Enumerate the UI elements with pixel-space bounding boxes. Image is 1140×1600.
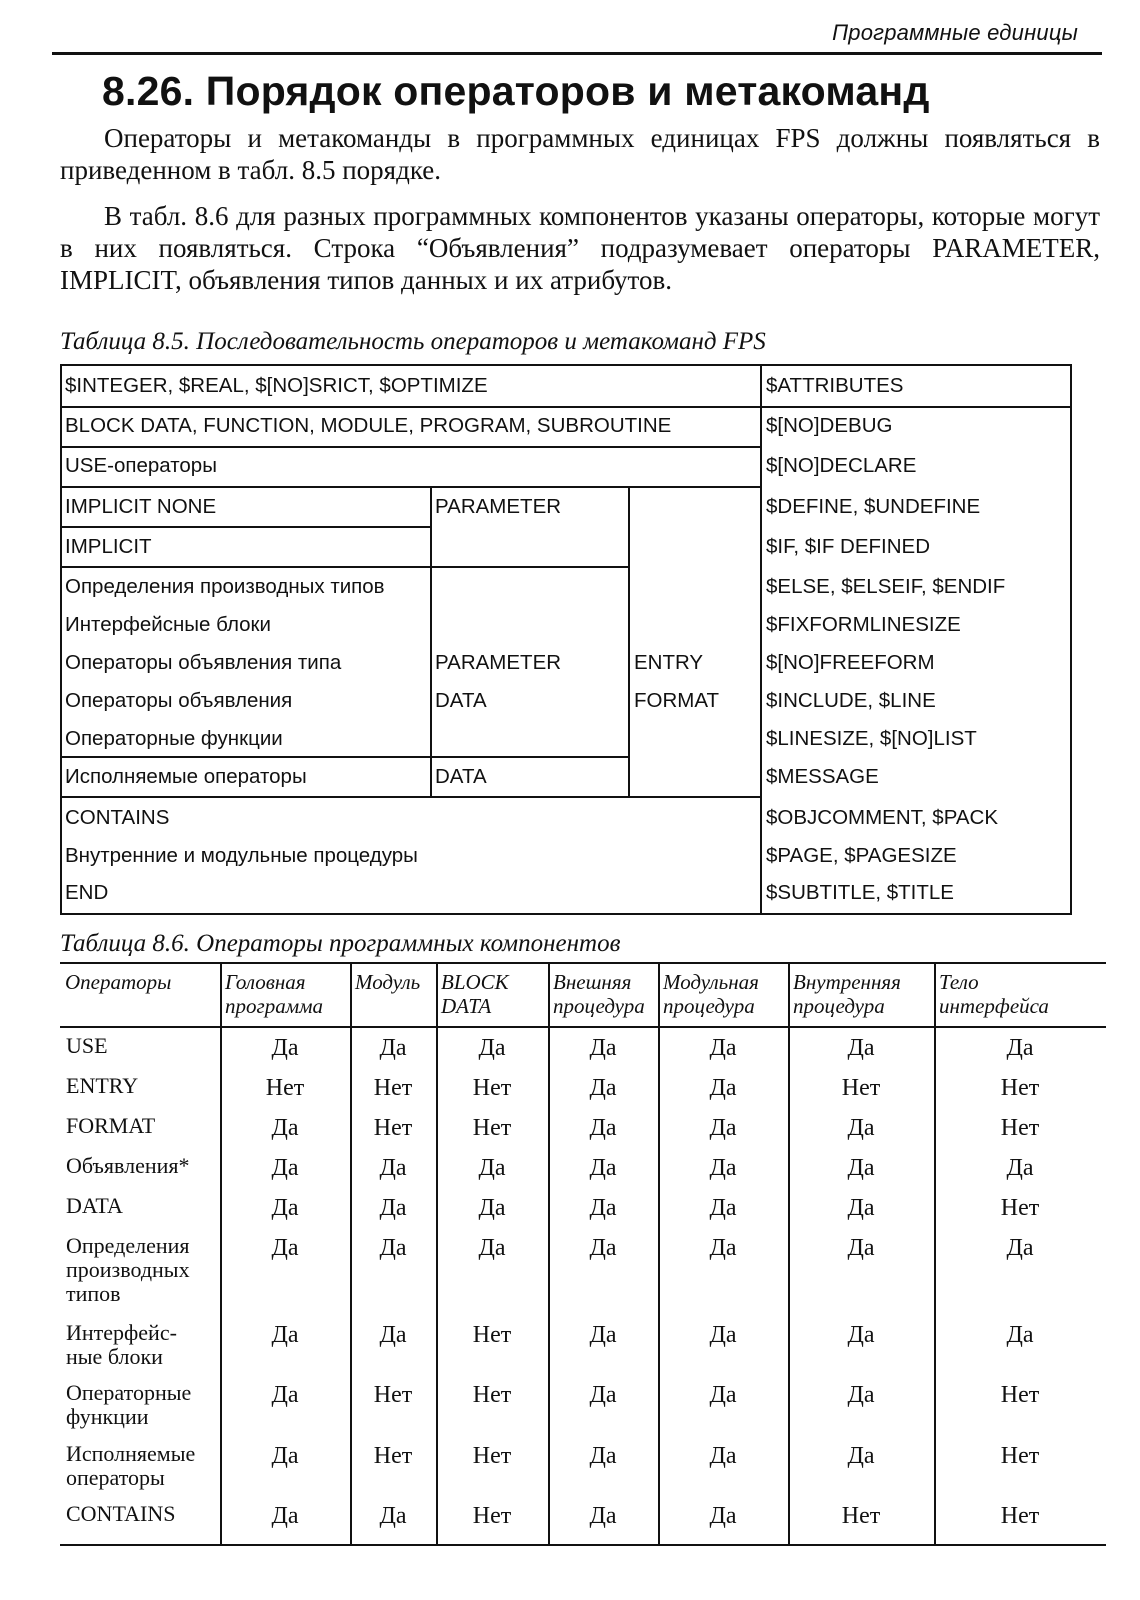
t85-data: DATA	[435, 689, 487, 712]
t86-header-line: Тело	[939, 970, 979, 994]
t85-directive: $MESSAGE	[766, 765, 879, 788]
t85-decl-item: Операторы объявления	[65, 689, 293, 712]
t85-line	[1070, 364, 1072, 915]
t85-internal-procedures: Внутренние и модульные процедуры	[65, 844, 418, 867]
t86-row-label-line: CONTAINS	[66, 1501, 176, 1526]
t86-value-cell: Нет	[1000, 1195, 1040, 1221]
t85-decl-item: Операторы объявления типа	[65, 651, 342, 674]
t86-value-cell: Нет	[472, 1503, 512, 1529]
t86-value-cell: Да	[271, 1503, 299, 1529]
t86-value-cell: Да	[478, 1035, 506, 1061]
t85-line	[60, 756, 630, 758]
t86-value-cell: Нет	[472, 1382, 512, 1408]
t86-value-cell: Да	[589, 1443, 617, 1469]
t86-value-cell: Да	[709, 1115, 737, 1141]
t86-value-cell: Нет	[1000, 1075, 1040, 1101]
t86-top-rule	[60, 962, 1106, 964]
t86-value-cell: Да	[589, 1322, 617, 1348]
t85-parameter: PARAMETER	[435, 651, 562, 674]
t86-value-cell: Да	[271, 1155, 299, 1181]
t86-value-cell: Да	[589, 1235, 617, 1261]
t86-value-cell: Да	[589, 1115, 617, 1141]
t86-value-cell: Да	[589, 1075, 617, 1101]
t86-value-cell: Нет	[472, 1322, 512, 1348]
t86-header-rule	[60, 1026, 1106, 1028]
t86-row-label-line: ENTRY	[66, 1073, 139, 1098]
t86-value-cell: Нет	[841, 1503, 881, 1529]
t86-value-cell: Нет	[472, 1115, 512, 1141]
t86-value-cell: Да	[1006, 1155, 1034, 1181]
t86-row-label-line: Определения	[66, 1233, 190, 1258]
table-8-6	[60, 962, 1106, 1546]
t86-header-line: процедура	[663, 994, 755, 1018]
t86-value-cell: Да	[709, 1075, 737, 1101]
running-head: Программные единицы	[832, 20, 1078, 45]
t85-directive: $ELSE, $ELSEIF, $ENDIF	[766, 575, 1006, 598]
t86-header-line: BLOCK	[441, 970, 509, 994]
t86-row-label-line: Объявления*	[66, 1153, 190, 1178]
t85-decl-item: Операторные функции	[65, 727, 283, 750]
t85-exec: Исполняемые операторы	[65, 765, 307, 788]
t85-use-row: USE-операторы	[65, 454, 217, 477]
t86-header-line: процедура	[553, 994, 645, 1018]
t86-value-cell: Да	[478, 1155, 506, 1181]
t86-row-label	[66, 1034, 216, 1058]
t85-directive: $[NO]DECLARE	[766, 454, 917, 477]
t86-value-cell: Да	[271, 1382, 299, 1408]
t85-parameter: PARAMETER	[435, 495, 562, 518]
t85-directive: $ATTRIBUTES	[766, 374, 904, 397]
t86-row-label	[66, 1074, 216, 1098]
t86-bottom-rule	[60, 1544, 1106, 1546]
t86-row-label-line: ные блоки	[66, 1344, 163, 1369]
t85-directive: $FIXFORMLINESIZE	[766, 613, 961, 636]
t86-value-cell: Да	[478, 1235, 506, 1261]
t86-row-label	[66, 1114, 216, 1138]
t86-row-label	[66, 1442, 216, 1490]
t85-line	[60, 364, 1072, 366]
t86-value-cell: Нет	[373, 1443, 413, 1469]
t86-header-line: Внутренняя	[793, 970, 901, 994]
t86-value-cell: Да	[847, 1382, 875, 1408]
t86-value-cell: Нет	[373, 1382, 413, 1408]
t86-header-cell	[793, 970, 931, 1018]
t86-value-cell: Да	[589, 1503, 617, 1529]
t86-value-cell: Да	[847, 1235, 875, 1261]
header-rule	[52, 52, 1102, 55]
t85-end: END	[65, 881, 109, 904]
t86-value-cell: Да	[847, 1155, 875, 1181]
t86-row-label-line: Интерфейс-	[66, 1320, 177, 1345]
t86-value-cell: Нет	[265, 1075, 305, 1101]
t85-format: FORMAT	[634, 689, 720, 712]
t86-value-cell: Нет	[373, 1075, 413, 1101]
t86-header-cell	[939, 970, 1103, 1018]
t85-line	[60, 913, 1072, 915]
t86-value-cell: Да	[379, 1155, 407, 1181]
t86-value-cell: Да	[709, 1195, 737, 1221]
t85-contains: CONTAINS	[65, 806, 170, 829]
t85-line	[628, 486, 630, 798]
t85-line	[430, 486, 432, 798]
t85-line	[60, 526, 432, 528]
t86-value-cell: Да	[271, 1443, 299, 1469]
paragraph-1: Операторы и метакоманды в программных единицах FPS должны появляться в приведенном в табл. 8.5 порядке.	[60, 123, 1100, 185]
t86-value-cell: Да	[271, 1115, 299, 1141]
t86-row-label	[66, 1234, 216, 1306]
t86-row-label-line: типов	[66, 1281, 121, 1306]
t85-data: DATA	[435, 765, 487, 788]
t86-value-cell: Да	[589, 1155, 617, 1181]
t85-line	[60, 446, 762, 448]
t85-implicit: IMPLICIT	[65, 535, 152, 558]
t86-row-label-line: функции	[66, 1404, 149, 1429]
t86-header-cell	[441, 970, 545, 1018]
t86-header-line: Модуль	[355, 970, 421, 994]
t86-value-cell: Да	[271, 1235, 299, 1261]
t86-value-cell: Да	[709, 1322, 737, 1348]
t85-directive: $SUBTITLE, $TITLE	[766, 881, 954, 904]
t86-value-cell: Да	[589, 1035, 617, 1061]
t85-directive: $PAGE, $PAGESIZE	[766, 844, 957, 867]
t86-row-label	[66, 1194, 216, 1218]
paragraph-2: В табл. 8.6 для разных программных компонентов указаны операторы, которые могут в них появляться. Строка “Объявления” подразумевает операторы PARAMETER, IMPLICIT, объявления типов данных и их атрибутов.	[60, 201, 1100, 295]
t86-header-cell	[663, 970, 785, 1018]
t85-line	[60, 796, 762, 798]
t85-line	[60, 406, 762, 408]
t86-value-cell: Да	[847, 1115, 875, 1141]
t86-value-cell: Да	[847, 1195, 875, 1221]
t86-value-cell: Да	[379, 1503, 407, 1529]
t86-row-label	[66, 1154, 216, 1178]
t86-header-line: Головная	[225, 970, 306, 994]
table-8-5	[60, 364, 1106, 915]
t86-value-cell: Нет	[472, 1443, 512, 1469]
t86-row-label-line: производных	[66, 1257, 190, 1282]
t85-directive: $IF, $IF DEFINED	[766, 535, 931, 558]
t85-entry: ENTRY	[634, 651, 704, 674]
t86-row-label-line: USE	[66, 1033, 108, 1058]
t85-directives-row: $INTEGER, $REAL, $[NO]SRICT, $OPTIMIZE	[65, 374, 488, 397]
t86-value-cell: Нет	[841, 1075, 881, 1101]
t86-value-cell: Да	[271, 1035, 299, 1061]
t86-value-cell: Да	[589, 1382, 617, 1408]
t85-directive: $DEFINE, $UNDEFINE	[766, 495, 981, 518]
t86-row-label-line: FORMAT	[66, 1113, 156, 1138]
t86-row-label-line: операторы	[66, 1465, 165, 1490]
t86-value-cell: Да	[379, 1322, 407, 1348]
t85-decl-item: Определения производных типов	[65, 575, 385, 598]
t86-row-label-line: DATA	[66, 1193, 123, 1218]
t85-line	[760, 406, 1072, 408]
t86-value-cell: Да	[379, 1035, 407, 1061]
t86-value-cell: Нет	[373, 1115, 413, 1141]
t86-value-cell: Да	[1006, 1322, 1034, 1348]
t86-header-cell	[553, 970, 655, 1018]
table-8-5-caption: Таблица 8.5. Последовательность операторов и метакоманд FPS	[60, 328, 766, 355]
t85-directive: $LINESIZE, $[NO]LIST	[766, 727, 977, 750]
t86-header-line: процедура	[793, 994, 885, 1018]
t85-program-units-row: BLOCK DATA, FUNCTION, MODULE, PROGRAM, SUBROUTINE	[65, 414, 672, 437]
t86-row-label-line: Исполняемые	[66, 1441, 196, 1466]
t86-value-cell: Да	[709, 1155, 737, 1181]
t86-value-cell: Да	[709, 1235, 737, 1261]
t86-header-line: DATA	[441, 994, 492, 1018]
t86-value-cell: Да	[709, 1035, 737, 1061]
t86-value-cell: Да	[271, 1322, 299, 1348]
table-8-6-caption: Таблица 8.6. Операторы программных компонентов	[60, 930, 621, 957]
t86-header-line: Операторы	[65, 970, 172, 994]
t85-directive: $[NO]DEBUG	[766, 414, 893, 437]
t86-value-cell: Да	[709, 1503, 737, 1529]
t86-value-cell: Да	[709, 1382, 737, 1408]
t86-value-cell: Да	[379, 1235, 407, 1261]
t86-value-cell: Да	[847, 1443, 875, 1469]
t86-value-cell: Да	[589, 1195, 617, 1221]
t86-row-label	[66, 1381, 216, 1429]
t86-header-line: программа	[225, 994, 323, 1018]
t86-header-line: интерфейса	[939, 994, 1049, 1018]
t85-directive: $OBJCOMMENT, $PACK	[766, 806, 998, 829]
t86-header-cell	[355, 970, 433, 994]
t85-line	[60, 486, 762, 488]
t86-value-cell: Да	[379, 1195, 407, 1221]
t85-implicit-none: IMPLICIT NONE	[65, 495, 217, 518]
t86-value-cell: Нет	[472, 1075, 512, 1101]
section-title: 8.26. Порядок операторов и метакоманд	[102, 68, 930, 114]
t86-value-cell: Да	[478, 1195, 506, 1221]
t86-row-label	[66, 1321, 216, 1369]
t86-value-cell: Нет	[1000, 1503, 1040, 1529]
t86-header-line: Внешняя	[553, 970, 632, 994]
t86-header-cell	[65, 970, 217, 994]
t86-value-cell: Да	[847, 1322, 875, 1348]
t86-row-label	[66, 1502, 216, 1526]
t86-value-cell: Да	[709, 1443, 737, 1469]
t85-decl-item: Интерфейсные блоки	[65, 613, 271, 636]
t86-header-cell	[225, 970, 347, 1018]
t86-row-label-line: Операторные	[66, 1380, 192, 1405]
t86-value-cell: Нет	[1000, 1443, 1040, 1469]
t86-value-cell: Да	[1006, 1035, 1034, 1061]
t85-directive: $[NO]FREEFORM	[766, 651, 935, 674]
t86-header-line: Модульная	[663, 970, 759, 994]
t86-value-cell: Да	[1006, 1235, 1034, 1261]
t86-value-cell: Да	[847, 1035, 875, 1061]
t85-directive: $INCLUDE, $LINE	[766, 689, 936, 712]
t86-value-cell: Нет	[1000, 1115, 1040, 1141]
t85-line	[60, 566, 630, 568]
t86-value-cell: Нет	[1000, 1382, 1040, 1408]
t86-value-cell: Да	[271, 1195, 299, 1221]
